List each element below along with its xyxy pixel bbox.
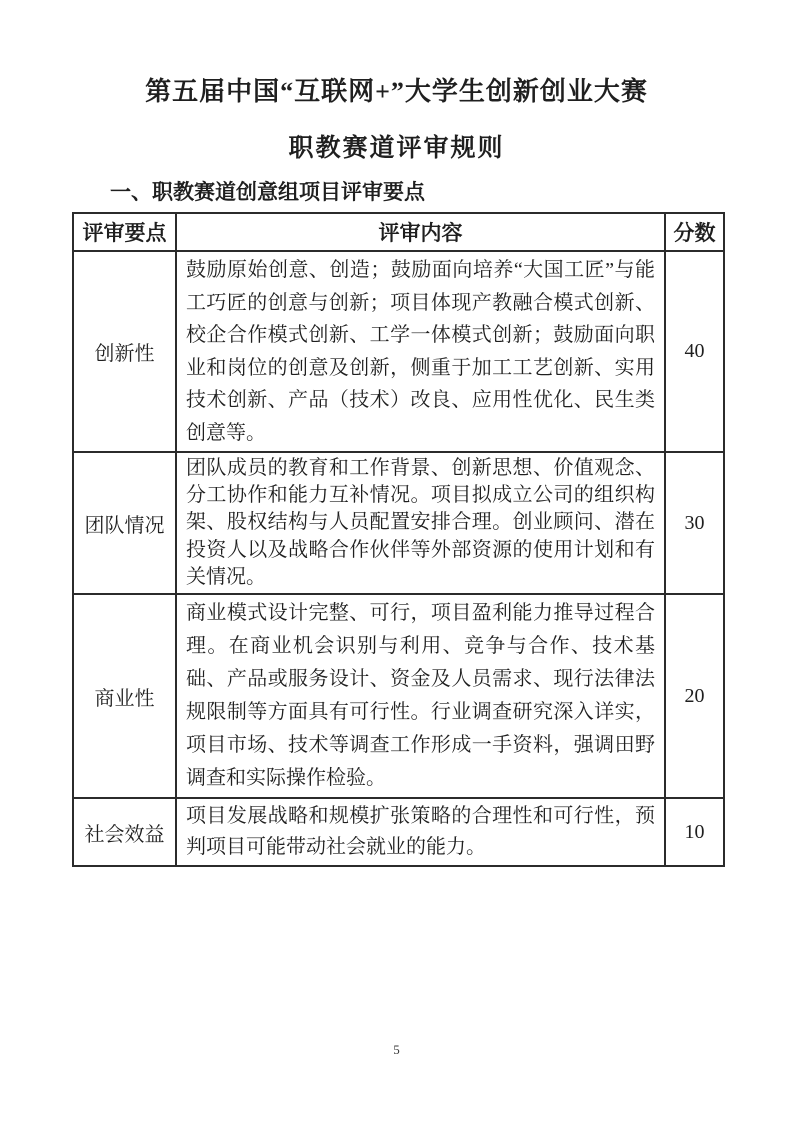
score-cell: 10: [665, 798, 724, 866]
table-row: [73, 452, 724, 594]
table-row: [73, 798, 724, 866]
criterion-cell: 创新性: [73, 251, 176, 452]
header-content: 评审内容: [176, 213, 665, 251]
document-title: 第五届中国“互联网+”大学生创新创业大赛: [145, 77, 648, 106]
section-heading: 一、职教赛道创意组项目评审要点: [110, 181, 425, 204]
content-cell: 项目发展战略和规模扩张策略的合理性和可行性，预判项目可能带动社会就业的能力。: [176, 798, 665, 866]
score-cell: 20: [665, 594, 724, 798]
table-row: [73, 251, 724, 452]
criterion-cell: 团队情况: [73, 452, 176, 594]
score-cell: 30: [665, 452, 724, 594]
review-criteria-table: [72, 212, 725, 867]
header-score: 分数: [665, 213, 724, 251]
document-subtitle: 职教赛道评审规则: [288, 135, 505, 162]
score-cell: 40: [665, 251, 724, 452]
content-cell: 团队成员的教育和工作背景、创新思想、价值观念、分工协作和能力互补情况。项目拟成立公司的组织构架、股权结构与人员配置安排合理。创业顾问、潜在投资人以及战略合作伙伴等外部资源的使用计划和有关情况。: [176, 452, 665, 594]
content-cell: 商业模式设计完整、可行，项目盈利能力推导过程合理。在商业机会识别与利用、竞争与合作、技术基础、产品或服务设计、资金及人员需求、现行法律法规限制等方面具有可行性。行业调查研究深入详实，项目市场、技术等调查工作形成一手资料，强调田野调查和实际操作检验。: [176, 594, 665, 798]
table-header-row: [73, 213, 724, 251]
page-number: 5: [393, 1042, 400, 1057]
criterion-cell: 商业性: [73, 594, 176, 798]
criterion-cell: 社会效益: [73, 798, 176, 866]
content-cell: 鼓励原始创意、创造；鼓励面向培养“大国工匠”与能工巧匠的创意与创新；项目体现产教融合模式创新、校企合作模式创新、工学一体模式创新；鼓励面向职业和岗位的创意及创新，侧重于加工工艺创新、实用技术创新、产品（技术）改良、应用性优化、民生类创意等。: [176, 251, 665, 452]
header-criterion: 评审要点: [73, 213, 176, 251]
table-row: [73, 594, 724, 798]
